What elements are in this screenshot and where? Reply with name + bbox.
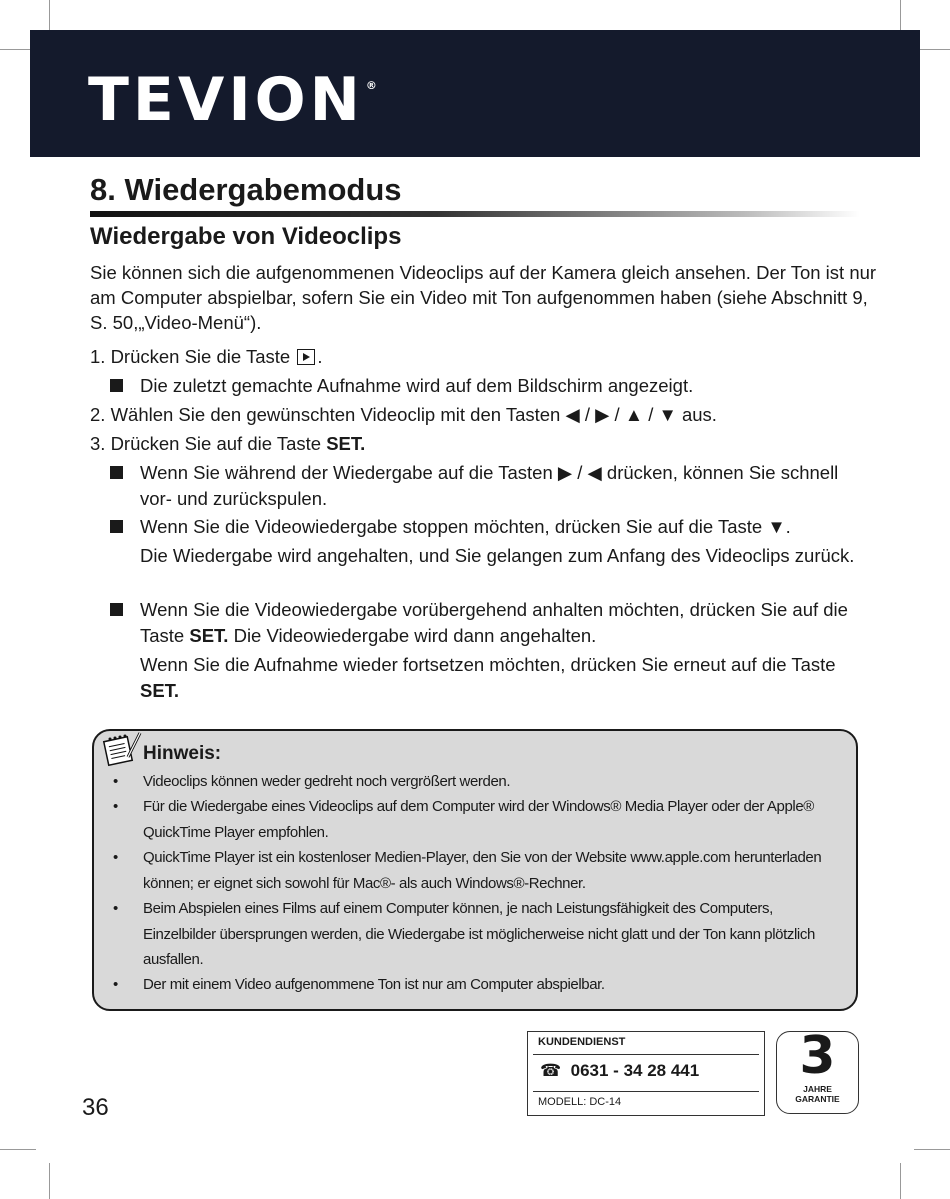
note-title: Hinweis: — [143, 743, 222, 764]
play-button-icon — [297, 349, 315, 365]
warranty-label: JAHRE GARANTIE — [795, 1084, 840, 1104]
step-3: 3. Drücken Sie auf die Taste SET. — [90, 433, 366, 454]
divider — [533, 1091, 759, 1092]
square-bullet-icon — [110, 379, 123, 392]
note-item: • QuickTime Player ist ein kostenloser Medien-Player, den Sie von der Website www.apple.com herunterladen können; er eignet sich sowohl für Mac®- als auch Windows®-Rechner. — [113, 849, 822, 892]
list-item: Die zuletzt gemachte Aufnahme wird auf dem Bildschirm angezeigt. — [110, 373, 850, 399]
warranty-years: 3 — [799, 1026, 836, 1086]
notepad-pencil-icon — [102, 731, 142, 767]
crop-mark — [900, 1163, 901, 1199]
step-2: 2. Wählen Sie den gewünschten Videoclip mit den Tasten ◀ / ▶ / ▲ / ▼ aus. — [90, 404, 717, 425]
note-item: • Videoclips können weder gedreht noch vergrößert werden. — [113, 773, 511, 790]
crop-mark — [0, 1149, 36, 1150]
note-item: • Beim Abspielen eines Films auf einem Computer können, je nach Leistungsfähigkeit des Computers, Einzelbilder übersprungen werden, die Wiedergabe ist möglicherweise nicht glatt und der Ton kann plötzlich ausfallen. — [113, 900, 815, 968]
model-number: MODELL: DC-14 — [538, 1096, 622, 1108]
list-item: Wenn Sie die Videowiedergabe stoppen möchten, drücken Sie auf die Taste ▼. — [110, 514, 850, 540]
section-title: Wiedergabe von Videoclips — [90, 223, 402, 250]
page-number: 36 — [82, 1094, 109, 1121]
crop-mark — [914, 1149, 950, 1150]
list-item-continuation: Die Wiedergabe wird angehalten, und Sie gelangen zum Anfang des Videoclips zurück. — [140, 545, 855, 566]
step-1: 1. Drücken Sie die Taste . — [90, 346, 323, 367]
title-rule — [90, 211, 860, 217]
intro-paragraph: Sie können sich die aufgenommenen Videoclips auf der Kamera gleich ansehen. Der Ton ist nur am Computer abspielbar, sofern Sie ein Video mit Ton aufgenommen haben (siehe Abschnitt 9, S. 50,„Video-Menü“). — [90, 262, 877, 333]
brand-logo: TEVION ® — [88, 65, 381, 135]
service-phone: ☎ 0631 - 34 28 441 — [540, 1061, 700, 1080]
list-item: Wenn Sie die Videowiedergabe vorübergehend anhalten möchten, drücken Sie auf die Taste SET. Die Videowiedergabe wird dann angehalten. — [110, 597, 850, 648]
square-bullet-icon — [110, 466, 123, 479]
square-bullet-icon — [110, 603, 123, 616]
chapter-title: 8. Wiedergabemodus — [90, 172, 402, 207]
note-item: • Für die Wiedergabe eines Videoclips auf dem Computer wird der Windows® Media Player oder der Apple® QuickTime Player empfohlen. — [113, 798, 814, 841]
list-item: Wenn Sie während der Wiedergabe auf die Tasten ▶ / ◀ drücken, können Sie schnell vor- und zurückspulen. — [110, 460, 850, 511]
service-title: KUNDENDIENST — [538, 1036, 626, 1048]
square-bullet-icon — [110, 520, 123, 533]
telephone-icon: ☎ — [540, 1061, 562, 1080]
list-item-continuation: Wenn Sie die Aufnahme wieder fortsetzen möchten, drücken Sie erneut auf die Taste SET. — [140, 654, 836, 701]
note-item: • Der mit einem Video aufgenommene Ton ist nur am Computer abspielbar. — [113, 976, 605, 993]
divider — [533, 1054, 759, 1055]
crop-mark — [49, 1163, 50, 1199]
